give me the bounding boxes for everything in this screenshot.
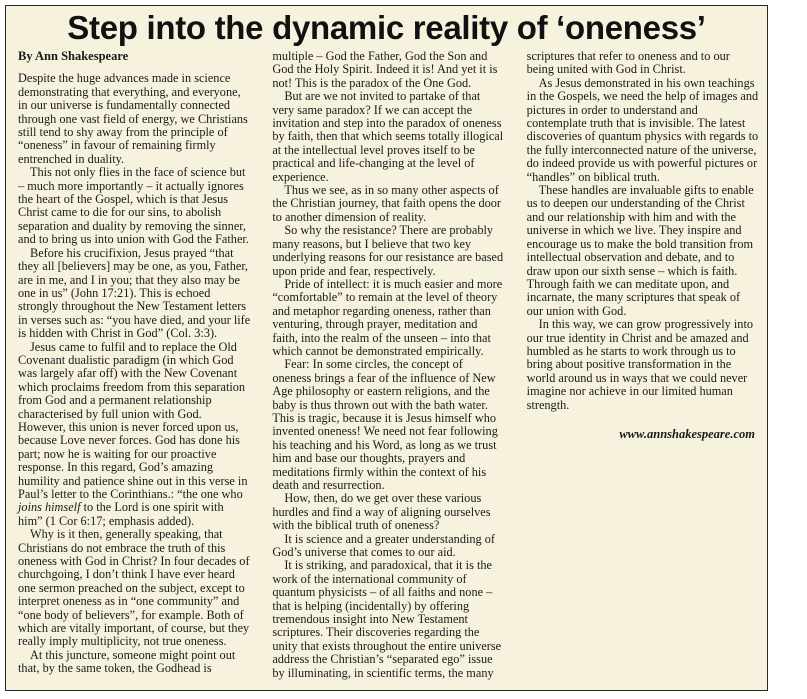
paragraph: Thus we see, as in so many other aspects of the Christian journey, that faith opens the door to another dimension of reality. xyxy=(272,183,502,224)
headline: Step into the dynamic reality of ‘oneness’ xyxy=(67,9,706,46)
paragraph: These handles are invaluable gifts to enable us to deepen our understanding of the Christ and our relationship with him and with the universe in which we live. They inspire and encourage us to make the bold transition from intellectual observation and debate, and to draw upon our sixth sense – which is faith. Through faith we can meditate upon, and incarnate, the many scriptures that speak of our union with God. xyxy=(526,183,754,318)
paragraph-text: to the Lord is one spirit with him” (1 Cor 6:17; emphasis added). xyxy=(18,500,224,528)
paragraph: Despite the huge advances made in science demonstrating that everything, and everyone, in our universe is fundamentally connected through one vast field of energy, we Christians still tend to shy away from the principle of “oneness” in favour of remaining firmly entrenched in duality. xyxy=(18,71,248,166)
paragraph: How, then, do we get over these various hurdles and find a way of aligning ourselves with the biblical truth of oneness? xyxy=(272,491,491,533)
paragraph: At this juncture, someone might point out that, by the same token, the Godhead is multiple – God the Father, God the Son and God the Holy Spirit. Indeed it is! And yet it is not! This is the paradox of the One God. xyxy=(18,49,498,676)
paragraph xyxy=(18,341,250,529)
paragraph: Before his crucifixion, Jesus prayed “that they all [believers] may be one, as you, Father, are in me, and I in you; that they also may be one in us” (John 17:21). This is echoed strongly throughout the New Testament letters in verses such as: “you have died, and your life is hidden with Christ in God” (Col. 3:3). xyxy=(18,245,251,341)
byline: By Ann Shakespeare xyxy=(18,49,129,63)
paragraph: Fear: In some circles, the concept of oneness brings a fear of the influence of New Age philosophy or eastern religions, and the baby is thus thrown out with the bath water. This is tragic, because it is Jesus himself who invented oneness! We need not fear following his teaching and his Word, as long as we trust him and base our thoughts, prayers and meditations firmly within the context of his death and resurrection. xyxy=(272,357,498,492)
paragraph: But are we not invited to partake of that very same paradox? If we can accept the invitation and step into the paradox of oneness by faith, then that which seems totally illogical at the intellectual level proves itself to be practical and life-changing at the level of experience. xyxy=(272,89,504,184)
paragraph: It is science and a greater understanding of God’s universe that comes to our aid. xyxy=(272,531,495,560)
emphasis-text: joins himself xyxy=(18,500,81,515)
paragraph: Pride of intellect: it is much easier and more “comfortable” to remain at the level of theory and metaphor regarding oneness, rather than venturing, through prayer, meditation and faith, into the realm of the unseen – into that which cannot be demonstrated empirically. xyxy=(272,276,503,358)
paragraph: It is striking, and paradoxical, that it is the work of the international community of quantum physicists – of all faiths and none – that is helping (incidentally) by offering tremendous insight into New Testament scriptures. Their discoveries regarding the unity that exists throughout the entire universe address the Christian’s “separated ego” issue by illuminating, in scientific terms, the many scriptures that refer to oneness and to our being united with God in Christ. xyxy=(272,49,730,680)
article-clipping xyxy=(5,5,768,691)
paragraph: Why is it then, generally speaking, that Christians do not embrace the truth of this oneness with God in Christ? In four decades of churchgoing, I don’t think I have ever heard one sermon preached on the subject, except to interpret oneness as in “one community” and “one body of believers”, for example. Both of which are vitally important, of course, but they really imply multiplicity, not true oneness. xyxy=(18,527,250,649)
paragraph: As Jesus demonstrated in his own teachings in the Gospels, we need the help of images and pictures in order to understand and contemplate truth that is invisible. The latest discoveries of quantum physics with regards to the fully interconnected nature of the universe, do indeed provide us with powerful pictures or “handles” on biblical truth. xyxy=(526,75,759,184)
paragraph: So why the resistance? There are probably many reasons, but I believe that two key underlying reasons for our resistance are based upon pride and fear, respectively. xyxy=(272,223,504,278)
paragraph: This not only flies in the face of science but – much more importantly – it actually ignores the heart of the Gospel, which is that Jesus Christ came to die for our sins, to abolish separation and duality by removing the sinner, and to bring us into union with God the Father. xyxy=(18,165,249,247)
paragraph-text: Jesus came to fulfil and to replace the Old Covenant dualistic paradigm (in which God was largely afar off) with the New Covenant which proclaims freedom from this separation from God and a permanent relationship characterised by full union with God. However, this union is never forced upon us, because Love never forces. God has done his part; now he is waiting for our proactive response. In this regard, God’s amazing humility and patience shine out in this verse in Paul’s letter to the Corinthians.: “the one who xyxy=(18,339,248,501)
website-link[interactable]: www.annshakespeare.com xyxy=(619,426,755,441)
article-body xyxy=(18,50,759,684)
paragraph: In this way, we can grow progressively into our true identity in Christ and be amazed and humbled as he starts to work through us to bring about positive transformation in the world around us in ways that we could never imagine nor achieve in our limited human strength. xyxy=(526,317,754,412)
